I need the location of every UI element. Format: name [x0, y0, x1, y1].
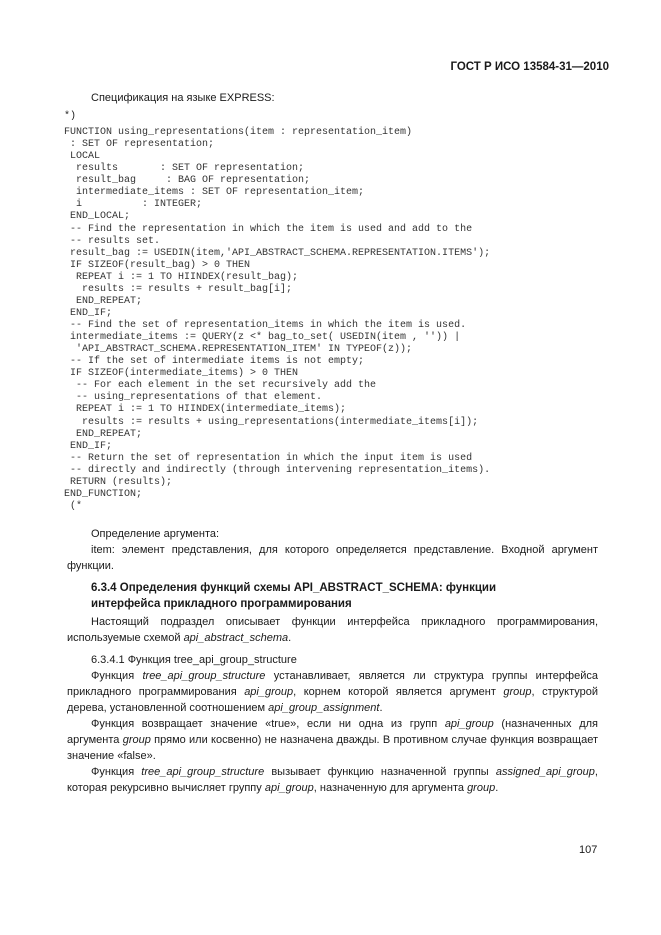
paragraph-2 [67, 716, 598, 764]
text: прямо или косвенно) не назначена дважды. В противном случае функция возвращает значение «false». [67, 734, 598, 762]
term: group [122, 734, 151, 746]
section-heading: 6.3.4 Определения функций схемы API_ABSTRACT_SCHEMA: функции интерфейса прикладного программирования [91, 582, 497, 610]
text: , структурой дерева, установленной соотношением [67, 686, 598, 714]
text: . [288, 632, 292, 644]
text: , которая рекурсивно вычисляет группу [67, 766, 598, 794]
page-number: 107 [579, 844, 598, 856]
text: . [495, 782, 499, 794]
document-header: ГОСТ Р ИСО 13584-31—2010 [450, 61, 609, 73]
text: вызывает функцию назначенной группы [264, 766, 496, 778]
term: assigned_api_group [495, 766, 595, 778]
term: api_group_assignment [268, 702, 380, 714]
text: , назначенную для аргумента [313, 782, 468, 794]
paragraph-3 [67, 764, 598, 796]
term: api_group [244, 686, 294, 698]
term: api_group [264, 782, 314, 794]
schema-name: api_abstract_schema [183, 632, 289, 644]
text: , корнем которой является аргумент [293, 686, 504, 698]
text: Функция [91, 766, 142, 778]
text: (назначенных для аргумента [67, 718, 598, 746]
term: tree_api_group_structure [141, 766, 265, 778]
subsection-heading: 6.3.4.1 Функция tree_api_group_structure [91, 654, 297, 666]
text: Настоящий подраздел описывает функции интерфейса прикладного программирования, используемые схемой [67, 616, 598, 644]
arg-def-label: Определение аргумента: [91, 528, 220, 540]
text: Функция возвращает значение «true», если ни одна из групп [91, 718, 445, 730]
comment-close: *) [64, 111, 77, 122]
term: tree_api_group_structure [142, 670, 266, 682]
text: устанавливает, является ли структура группы интерфейса прикладного программирования [67, 670, 598, 698]
section-intro [67, 614, 598, 646]
paragraph-1 [67, 668, 598, 716]
spec-label: Спецификация на языке EXPRESS: [91, 92, 275, 104]
text: . [379, 702, 383, 714]
arg-def-text: item: элемент представления, для которого определяется представление. Входной аргумент функции. [67, 544, 598, 572]
term: group [503, 686, 532, 698]
text: Функция [91, 670, 143, 682]
term: group [467, 782, 496, 794]
express-code-block: FUNCTION using_representations(item : representation_item) : SET OF representation; LOCAL results : SET OF representation; result_bag : BAG OF representation; intermediate_items : SET OF representation_item; i : INTEGER; END_LOCAL; -- Find the representation in which the item is used and add to the -- results set. result_bag := USEDIN(item,'API_ABSTRACT_SCHEMA.REPRESENTATION.ITEMS'); IF SIZEOF(result_bag) > 0 THEN REPEAT i := 1 TO HIINDEX(result_bag); results := results + result_bag[i]; END_REPEAT; END_IF; -- Find the set of representation_items in which the item is used. intermediate_items := QUERY(z <* bag_to_set( USEDIN(item , '')) | 'API_ABSTRACT_SCHEMA.REPRESENTATION_ITEM' IN TYPEOF(z)); -- If the set of intermediate items is not empty; IF SIZEOF(intermediate_items) > 0 THEN -- For each element in the set recursively add the -- using_representations of that element. REPEAT i := 1 TO HIINDEX(intermediate_items); results := results + using_representations(intermediate_items[i]); END_REPEAT; END_IF; -- Return the set of representation in which the input item is used -- directly and indirectly (through intervening representation_items). RETURN (results); END_FUNCTION; (* [64, 127, 491, 512]
term: api_group [444, 718, 494, 730]
